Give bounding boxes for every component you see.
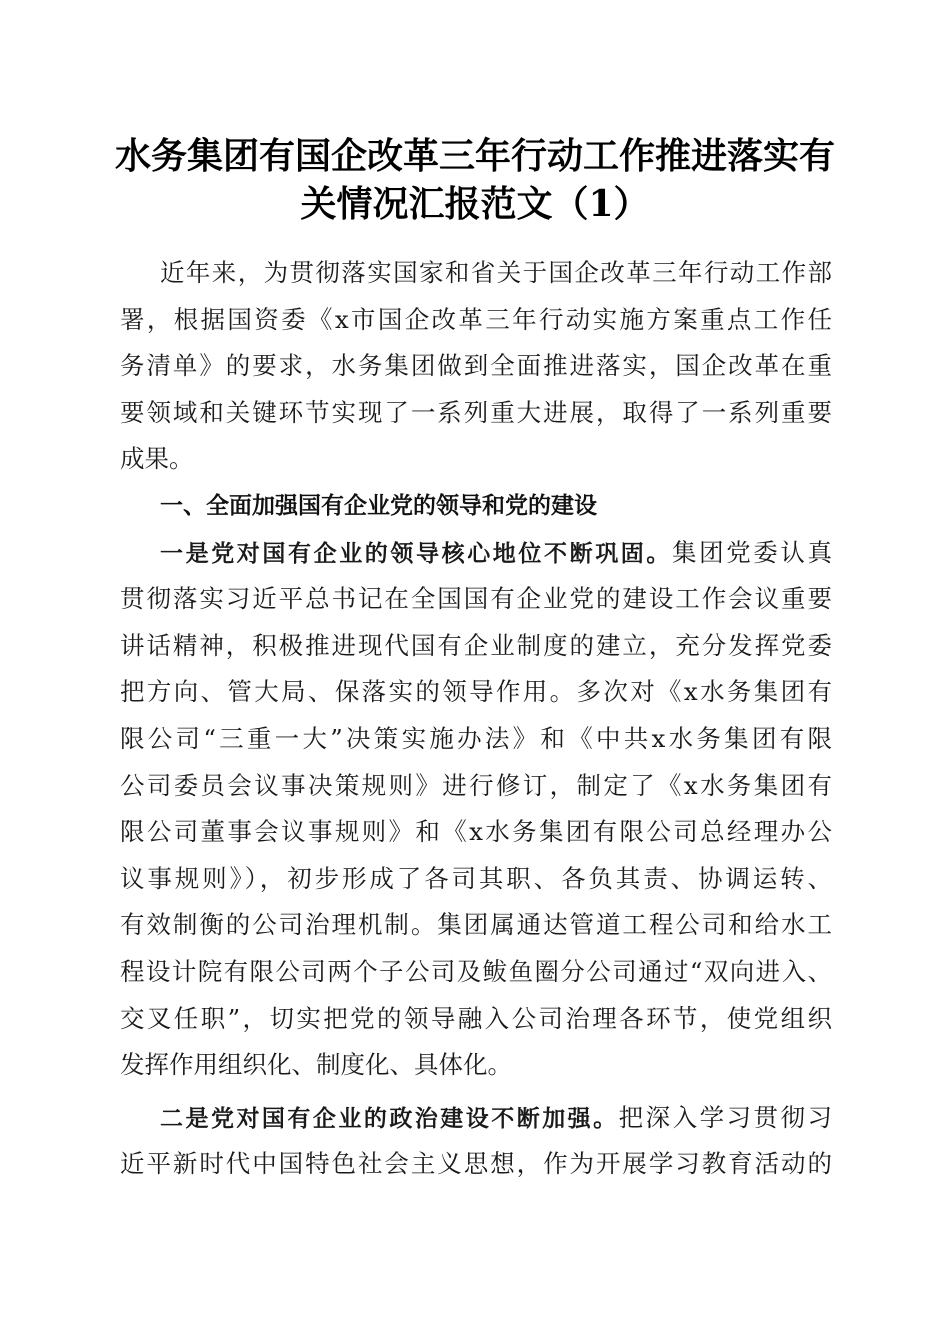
paragraph-2: [120, 1095, 832, 1188]
paragraph-line: [120, 1095, 832, 1142]
paragraph-line: 近平新时代中国特色社会主义思想，作为开展学习教育活动的: [120, 1149, 832, 1179]
paragraph-line: 交叉任职”，切实把党的领导融入公司治理各环节，使党组织: [120, 1003, 832, 1033]
intro-line: 务清单》的要求，水务集团做到全面推进落实，国企改革在重: [120, 351, 832, 381]
paragraph-lead: 一是党对国有企业的领导核心地位不断巩固。: [160, 540, 672, 567]
paragraph-text: 把深入学习贯彻习: [618, 1102, 832, 1132]
paragraph-line: 把方向、管大局、保落实的领导作用。多次对《x水务集团有: [120, 677, 832, 707]
paragraph-line: 有效制衡的公司治理机制。集团属通达管道工程公司和给水工: [120, 910, 832, 940]
title-line-1: 水务集团有国企改革三年行动工作推进落实有: [114, 135, 835, 177]
intro-paragraph: [120, 250, 832, 483]
intro-line: 要领域和关键环节实现了一系列重大进展，取得了一系列重要: [120, 397, 832, 427]
paragraph-line: 限公司“三重一大”决策实施办法》和《中共x水务集团有限: [120, 723, 832, 753]
paragraph-text: 集团党委认真: [672, 537, 832, 567]
document-title: [100, 132, 850, 228]
paragraph-line: 公司委员会议事决策规则》进行修订，制定了《x水务集团有: [120, 770, 832, 800]
paragraph-line: 发挥作用组织化、制度化、具体化。: [120, 1050, 512, 1080]
paragraph-line: 贯彻落实习近平总书记在全国国有企业党的建设工作会议重要: [120, 584, 832, 614]
intro-line: 近年来，为贯彻落实国家和省关于国企改革三年行动工作部: [160, 258, 832, 287]
paragraph-line: [120, 530, 832, 577]
document-body: [120, 250, 832, 1188]
paragraph-1: [120, 530, 832, 1089]
paragraph-line: 程设计院有限公司两个子公司及鲅鱼圈分公司通过“双向进入、: [120, 956, 832, 986]
paragraph-line: 讲话精神，积极推进现代国有企业制度的建立，充分发挥党委: [120, 630, 832, 660]
paragraph-line: 限公司董事会议事规则》和《x水务集团有限公司总经理办公: [120, 817, 832, 847]
paragraph-lead: 二是党对国有企业的政治建设不断加强。: [160, 1105, 619, 1132]
intro-line: 署，根据国资委《x市国企改革三年行动实施方案重点工作任: [120, 304, 832, 334]
intro-line: 成果。: [120, 444, 194, 474]
title-line-2: 关情况汇报范文（1）: [300, 183, 650, 225]
section-heading: 一、全面加强国有企业党的领导和党的建设: [160, 492, 597, 519]
paragraph-line: 议事规则》），初步形成了各司其职、各负其责、协调运转、: [120, 863, 832, 893]
